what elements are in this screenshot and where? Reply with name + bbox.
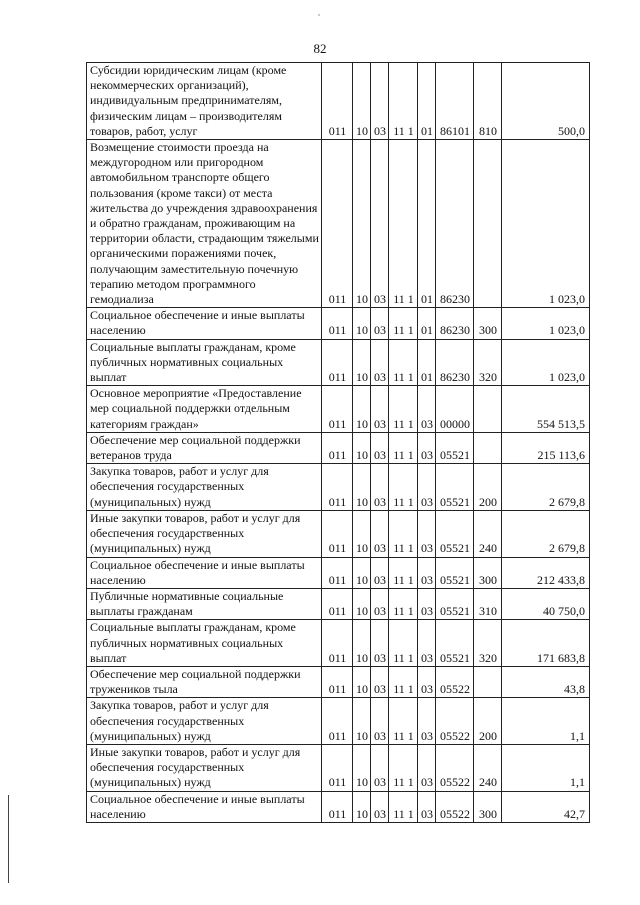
cell-ministry-code: 011: [322, 557, 353, 588]
table-row: [87, 432, 590, 463]
cell-program-code: 11 1: [389, 698, 418, 745]
cell-expense-type-code: [474, 140, 502, 308]
margin-mark: [8, 795, 9, 883]
cell-expense-type-code: 200: [474, 698, 502, 745]
cell-program-code: 11 1: [389, 791, 418, 822]
cell-amount: 1,1: [502, 698, 590, 745]
cell-section-code: 10: [353, 510, 371, 557]
cell-section-code: 10: [353, 698, 371, 745]
cell-program-code: 11 1: [389, 510, 418, 557]
cell-direction-code: 05522: [436, 666, 474, 697]
cell-ministry-code: 011: [322, 339, 353, 386]
cell-ministry-code: 011: [322, 140, 353, 308]
cell-main-event-code: 01: [418, 339, 436, 386]
cell-name: Субсидии юридическим лицам (кроме некоммерческих организаций), индивидуальным предпринимателям, физическим лицам – производителям товаров, работ, услуг: [87, 63, 322, 140]
table-row: [87, 63, 590, 140]
table-row: [87, 308, 590, 339]
cell-program-code: 11 1: [389, 140, 418, 308]
cell-ministry-code: 011: [322, 620, 353, 667]
cell-name: Социальное обеспечение и иные выплаты населению: [87, 308, 322, 339]
cell-amount: 500,0: [502, 63, 590, 140]
cell-expense-type-code: 300: [474, 791, 502, 822]
table-row: [87, 386, 590, 433]
cell-main-event-code: 03: [418, 698, 436, 745]
cell-expense-type-code: [474, 666, 502, 697]
table-body: [87, 63, 590, 823]
cell-section-code: 10: [353, 339, 371, 386]
cell-ministry-code: 011: [322, 744, 353, 791]
cell-main-event-code: 01: [418, 308, 436, 339]
cell-subsection-code: 03: [371, 620, 389, 667]
cell-direction-code: 05521: [436, 432, 474, 463]
cell-section-code: 10: [353, 620, 371, 667]
cell-amount: 1 023,0: [502, 308, 590, 339]
cell-subsection-code: 03: [371, 308, 389, 339]
cell-amount: 2 679,8: [502, 464, 590, 511]
cell-direction-code: 05521: [436, 557, 474, 588]
cell-main-event-code: 03: [418, 588, 436, 619]
cell-section-code: 10: [353, 140, 371, 308]
cell-program-code: 11 1: [389, 386, 418, 433]
cell-subsection-code: 03: [371, 432, 389, 463]
cell-main-event-code: 03: [418, 386, 436, 433]
cell-subsection-code: 03: [371, 510, 389, 557]
cell-direction-code: 05521: [436, 588, 474, 619]
cell-direction-code: 05522: [436, 744, 474, 791]
cell-subsection-code: 03: [371, 386, 389, 433]
cell-expense-type-code: 300: [474, 308, 502, 339]
cell-name: Закупка товаров, работ и услуг для обеспечения государственных (муниципальных) нужд: [87, 464, 322, 511]
table-row: [87, 620, 590, 667]
cell-section-code: 10: [353, 791, 371, 822]
table-row: [87, 744, 590, 791]
cell-amount: 171 683,8: [502, 620, 590, 667]
cell-program-code: 11 1: [389, 744, 418, 791]
cell-subsection-code: 03: [371, 557, 389, 588]
table-row: [87, 140, 590, 308]
cell-direction-code: 05521: [436, 510, 474, 557]
cell-ministry-code: 011: [322, 510, 353, 557]
cell-main-event-code: 03: [418, 744, 436, 791]
cell-expense-type-code: 320: [474, 339, 502, 386]
cell-name: Возмещение стоимости проезда на междугородном или пригородном автомобильном транспорте общего пользования (кроме такси) от места жительства до учреждения здравоохранения и обратно гражданам, проживающим на территории области, страдающим тяжелыми органическими поражениями почек, получающим заместительную почечную терапию методом программного гемодиализа: [87, 140, 322, 308]
scan-speck: [318, 14, 320, 16]
cell-ministry-code: 011: [322, 698, 353, 745]
cell-ministry-code: 011: [322, 308, 353, 339]
cell-amount: 2 679,8: [502, 510, 590, 557]
cell-amount: 554 513,5: [502, 386, 590, 433]
cell-program-code: 11 1: [389, 557, 418, 588]
cell-subsection-code: 03: [371, 140, 389, 308]
cell-amount: 1,1: [502, 744, 590, 791]
cell-ministry-code: 011: [322, 386, 353, 433]
cell-name: Социальные выплаты гражданам, кроме публичных нормативных социальных выплат: [87, 339, 322, 386]
cell-main-event-code: 03: [418, 620, 436, 667]
cell-direction-code: 05521: [436, 620, 474, 667]
cell-name: Социальное обеспечение и иные выплаты населению: [87, 791, 322, 822]
cell-section-code: 10: [353, 557, 371, 588]
cell-expense-type-code: 240: [474, 510, 502, 557]
cell-name: Иные закупки товаров, работ и услуг для обеспечения государственных (муниципальных) нужд: [87, 510, 322, 557]
cell-subsection-code: 03: [371, 666, 389, 697]
cell-name: Обеспечение мер социальной поддержки ветеранов труда: [87, 432, 322, 463]
cell-program-code: 11 1: [389, 432, 418, 463]
cell-direction-code: 86230: [436, 339, 474, 386]
cell-main-event-code: 03: [418, 791, 436, 822]
cell-direction-code: 86230: [436, 140, 474, 308]
cell-program-code: 11 1: [389, 620, 418, 667]
cell-main-event-code: 03: [418, 557, 436, 588]
cell-subsection-code: 03: [371, 63, 389, 140]
cell-section-code: 10: [353, 666, 371, 697]
cell-expense-type-code: 810: [474, 63, 502, 140]
cell-direction-code: 86101: [436, 63, 474, 140]
cell-program-code: 11 1: [389, 308, 418, 339]
cell-direction-code: 05522: [436, 698, 474, 745]
page-number: 82: [313, 41, 327, 56]
cell-program-code: 11 1: [389, 464, 418, 511]
cell-name: Закупка товаров, работ и услуг для обеспечения государственных (муниципальных) нужд: [87, 698, 322, 745]
cell-direction-code: 86230: [436, 308, 474, 339]
cell-direction-code: 00000: [436, 386, 474, 433]
cell-name: Основное мероприятие «Предоставление мер социальной поддержки отдельным категориям граждан»: [87, 386, 322, 433]
cell-amount: 40 750,0: [502, 588, 590, 619]
table-row: [87, 510, 590, 557]
cell-program-code: 11 1: [389, 588, 418, 619]
cell-direction-code: 05522: [436, 791, 474, 822]
cell-section-code: 10: [353, 744, 371, 791]
cell-expense-type-code: [474, 432, 502, 463]
cell-name: Публичные нормативные социальные выплаты гражданам: [87, 588, 322, 619]
cell-expense-type-code: 310: [474, 588, 502, 619]
cell-section-code: 10: [353, 63, 371, 140]
table-row: [87, 588, 590, 619]
cell-ministry-code: 011: [322, 791, 353, 822]
cell-direction-code: 05521: [436, 464, 474, 511]
table-row: [87, 464, 590, 511]
table-row: [87, 557, 590, 588]
cell-main-event-code: 01: [418, 140, 436, 308]
cell-subsection-code: 03: [371, 698, 389, 745]
cell-main-event-code: 03: [418, 666, 436, 697]
table-row: [87, 666, 590, 697]
cell-ministry-code: 011: [322, 63, 353, 140]
table-row: [87, 698, 590, 745]
cell-amount: 212 433,8: [502, 557, 590, 588]
cell-subsection-code: 03: [371, 464, 389, 511]
cell-program-code: 11 1: [389, 666, 418, 697]
cell-ministry-code: 011: [322, 588, 353, 619]
cell-amount: 42,7: [502, 791, 590, 822]
cell-section-code: 10: [353, 464, 371, 511]
cell-amount: 215 113,6: [502, 432, 590, 463]
cell-expense-type-code: 300: [474, 557, 502, 588]
cell-ministry-code: 011: [322, 432, 353, 463]
cell-main-event-code: 01: [418, 63, 436, 140]
cell-program-code: 11 1: [389, 63, 418, 140]
cell-ministry-code: 011: [322, 666, 353, 697]
cell-expense-type-code: 240: [474, 744, 502, 791]
table-row: [87, 791, 590, 822]
cell-amount: 1 023,0: [502, 339, 590, 386]
table-row: [87, 339, 590, 386]
budget-table: [86, 62, 590, 823]
cell-section-code: 10: [353, 432, 371, 463]
cell-section-code: 10: [353, 386, 371, 433]
cell-main-event-code: 03: [418, 432, 436, 463]
cell-name: Иные закупки товаров, работ и услуг для обеспечения государственных (муниципальных) нужд: [87, 744, 322, 791]
cell-section-code: 10: [353, 308, 371, 339]
cell-expense-type-code: 200: [474, 464, 502, 511]
cell-name: Социальное обеспечение и иные выплаты населению: [87, 557, 322, 588]
cell-program-code: 11 1: [389, 339, 418, 386]
cell-subsection-code: 03: [371, 791, 389, 822]
cell-amount: 1 023,0: [502, 140, 590, 308]
cell-subsection-code: 03: [371, 588, 389, 619]
cell-name: Социальные выплаты гражданам, кроме публичных нормативных социальных выплат: [87, 620, 322, 667]
cell-expense-type-code: [474, 386, 502, 433]
cell-subsection-code: 03: [371, 339, 389, 386]
cell-main-event-code: 03: [418, 464, 436, 511]
cell-amount: 43,8: [502, 666, 590, 697]
cell-name: Обеспечение мер социальной поддержки тружеников тыла: [87, 666, 322, 697]
cell-section-code: 10: [353, 588, 371, 619]
cell-main-event-code: 03: [418, 510, 436, 557]
cell-subsection-code: 03: [371, 744, 389, 791]
cell-ministry-code: 011: [322, 464, 353, 511]
cell-expense-type-code: 320: [474, 620, 502, 667]
